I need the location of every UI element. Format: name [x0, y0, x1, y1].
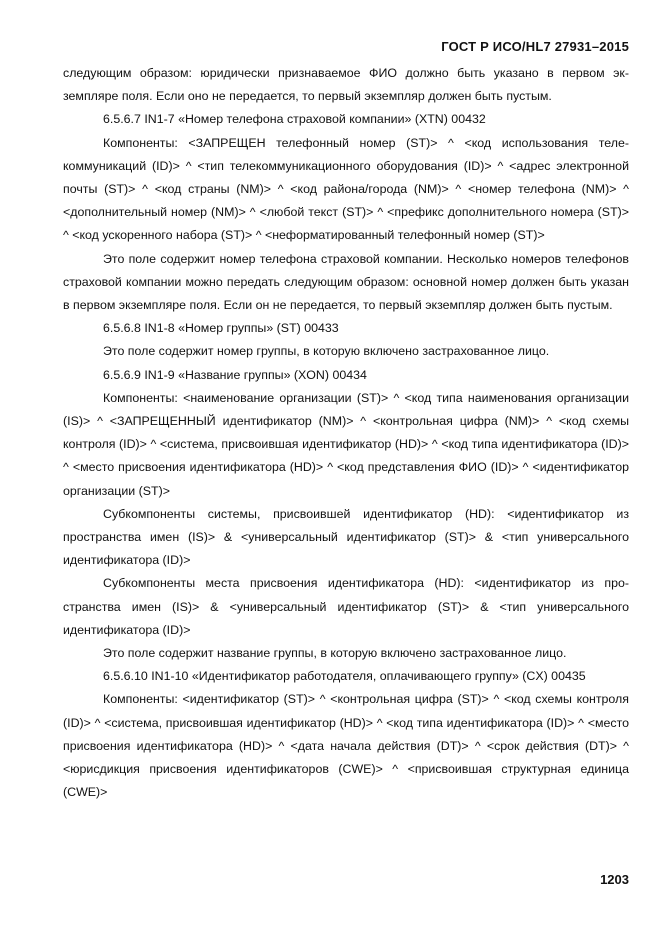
- paragraph: Это поле содержит номер группы, в которую включено застрахованное лицо.: [103, 344, 550, 359]
- paragraph: 6.5.6.8 IN1-8 «Номер группы» (ST) 00433: [103, 321, 339, 336]
- paragraph: Это поле содержит номер телефона страховой компании. Несколько номеров телефонов страховой компании можно передать следующим образом: основной номер должен быть указан в первом экземпляре поля. Если он не передается, то первый экземпляр должен быть пустым.: [63, 251, 629, 313]
- document-body: [63, 62, 629, 805]
- paragraph: 6.5.6.9 IN1-9 «Название группы» (XON) 00434: [103, 367, 367, 382]
- page-number: 1203: [600, 872, 629, 887]
- document-page: [63, 38, 629, 918]
- paragraph: Это поле содержит название группы, в которую включено застрахованное лицо.: [103, 646, 567, 661]
- paragraph: Компоненты: <идентификатор (ST)> ^ <контрольная цифра (ST)> ^ <код схемы контроля (ID)> ^ <система, присвоившая идентификатор (HD)> ^ <код типа идентификатора (ID)> ^ <место присвоения идентификатора (HD)> ^ <дата начала действия (DT)> ^ <срок действия (DT)> ^ <юрисдикция присвоения идентификаторов (CWE)> ^ <присвоившая структурная единица (CWE)>: [63, 692, 629, 800]
- paragraph: Компоненты: <наименование организации (ST)> ^ <код типа наименования организации (IS)> ^ <ЗАПРЕЩЕННЫЙ идентификатор (NM)> ^ <контрольная цифра (NM)> ^ <код схемы контроля (ID)> ^ <система, присвоившая идентификатор (HD)> ^ <код типа идентификатора (ID)> ^ <место присвоения идентификатора (HD)> ^ <код представления ФИО (ID)> ^ <идентификатор организации (ST)>: [63, 390, 629, 498]
- paragraph: 6.5.6.7 IN1-7 «Номер телефона страховой компании» (XTN) 00432: [103, 112, 486, 127]
- paragraph: 6.5.6.10 IN1-10 «Идентификатор работодателя, оплачивающего группу» (CX) 00435: [103, 669, 586, 684]
- paragraph: Компоненты: <ЗАПРЕЩЕН телефонный номер (ST)> ^ <код использования телекоммуникаций (ID)> ^ <тип телекоммуникационного оборудования (ID)> ^ <адрес электронной почты (ST)> ^ <код страны (NM)> ^ <код района/города (NM)> ^ <номер телефона (NM)> ^ <дополнительный номер (NM)> ^ <любой текст (ST)> ^ <префикс дополнительного номера (ST)> ^ <код ускоренного набора (ST)> ^ <неформатированный телефонный номер (ST)>: [63, 135, 629, 243]
- page-header-standard: ГОСТ Р ИСО/HL7 27931–2015: [441, 39, 629, 54]
- paragraph: Субкомпоненты системы, присвоившей идентификатор (HD): <идентификатор из пространства имен (IS)> & <универсальный идентификатор (ST)> & <тип универсального идентификатора (ID)>: [63, 506, 629, 568]
- paragraph: следующим образом: юридически признаваемое ФИО должно быть указано в первом экземпляре поля. Если оно не передается, то первый экземпляр должен быть пустым.: [63, 66, 629, 104]
- paragraph: Субкомпоненты места присвоения идентификатора (HD): <идентификатор из пространства имен (IS)> & <универсальный идентификатор (ST)> & <тип универсального идентификатора (ID)>: [63, 576, 629, 637]
